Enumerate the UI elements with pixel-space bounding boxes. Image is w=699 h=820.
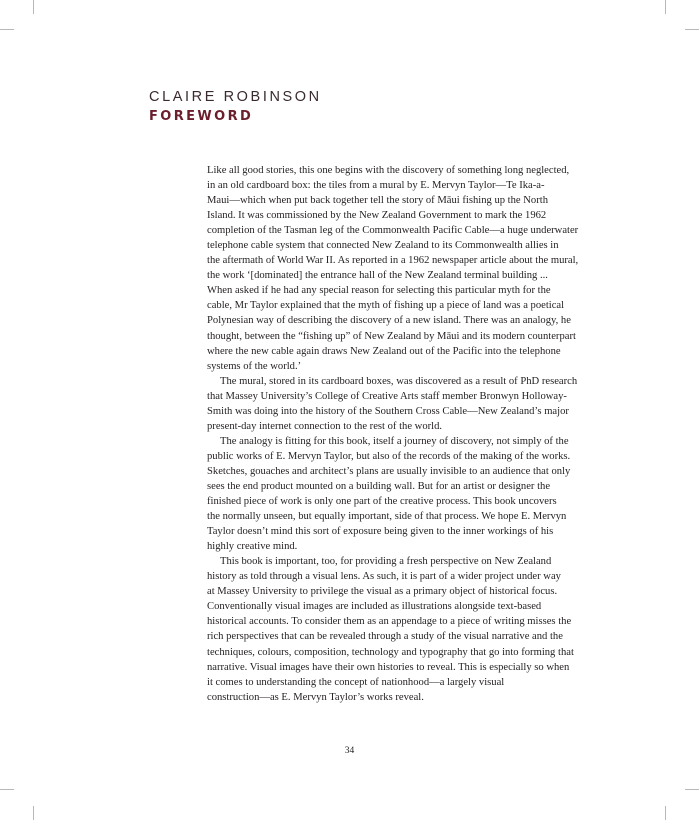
crop-mark-bottom-right (665, 806, 666, 820)
crop-mark-bottom-right-h (685, 789, 699, 790)
body-line: at Massey University to privilege the visual as a primary object of historical focus. (207, 586, 558, 598)
body-line: This book is important, too, for providing a fresh perspective on New Zealand (220, 556, 552, 568)
body-line: historical accounts. To consider them as an appendage to a piece of writing misses the (207, 616, 572, 628)
body-line: in an old cardboard box: the tiles from a mural by E. Mervyn Taylor—Te Ika-a- (207, 180, 545, 192)
body-line: the aftermath of World War II. As reported in a 1962 newspaper article about the mural, (207, 255, 579, 267)
body-line: sees the end product mounted on a building wall. But for an artist or designer the (207, 480, 551, 492)
body-line: Island. It was commissioned by the New Zealand Government to mark the 1962 (207, 210, 547, 222)
crop-mark-top-left-h (0, 29, 14, 30)
body-line: where the new cable again draws New Zealand out of the Pacific into the telephone (207, 345, 561, 357)
body-line: systems of the world.’ (207, 360, 302, 372)
body-line: highly creative mind. (207, 541, 298, 553)
body-line: Taylor doesn’t mind this sort of exposure being given to the inner workings of his (207, 526, 554, 538)
body-line: Maui—which when put back together tell the story of Māui fishing up the North (207, 195, 548, 207)
section-title: FOREWORD (149, 109, 254, 124)
body-line: it comes to understanding the concept of nationhood—a largely visual (207, 676, 505, 688)
foreword-body (207, 163, 607, 705)
body-line: cable, Mr Taylor explained that the myth of fishing up a piece of land was a poetical (207, 300, 565, 312)
body-line: Polynesian way of describing the discovery of a new island. There was an analogy, he (207, 315, 571, 327)
body-line: Like all good stories, this one begins with the discovery of something long neglected, (207, 165, 570, 176)
body-line: present-day internet connection to the rest of the world. (207, 420, 443, 432)
crop-mark-top-left (33, 0, 34, 14)
body-line: thought, between the “fishing up” of New Zealand by Māui and its modern counterpart (207, 330, 576, 342)
crop-mark-bottom-left (33, 806, 34, 820)
body-line: that Massey University’s College of Creative Arts staff member Bronwyn Holloway- (207, 390, 567, 402)
body-line: Smith was doing into the history of the Southern Cross Cable—New Zealand’s major (207, 405, 569, 417)
body-line: public works of E. Mervyn Taylor, but also of the records of the making of the works. (207, 450, 571, 462)
body-line: Sketches, gouaches and architect’s plans are usually invisible to an audience that only (207, 465, 571, 477)
body-line: Conventionally visual images are included as illustrations alongside text-based (207, 601, 542, 613)
body-line: history as told through a visual lens. As such, it is part of a wider project under way (207, 571, 561, 583)
body-line: narrative. Visual images have their own histories to reveal. This is especially so when (207, 661, 570, 673)
body-line: finished piece of work is only one part of the creative process. This book uncovers (207, 496, 557, 508)
body-line: the normally unseen, but equally important, side of that process. We hope E. Mervyn (207, 511, 567, 523)
author-name: CLAIRE ROBINSON (149, 89, 322, 105)
body-line: completion of the Tasman leg of the Commonwealth Pacific Cable—a huge underwater (207, 225, 579, 237)
body-line: techniques, colours, composition, technology and typography that go into forming that (207, 646, 574, 658)
body-line: rich perspectives that can be revealed through a study of the visual narrative and the (207, 631, 563, 643)
crop-mark-top-right (665, 0, 666, 14)
body-line: When asked if he had any special reason for selecting this particular myth for the (207, 285, 551, 297)
body-line: the work ‘[dominated] the entrance hall of the New Zealand terminal building ... (207, 270, 548, 282)
body-line: construction—as E. Mervyn Taylor’s works reveal. (207, 691, 424, 703)
crop-mark-top-right-h (685, 29, 699, 30)
chapter-header (149, 89, 322, 126)
body-line: The mural, stored in its cardboard boxes, was discovered as a result of PhD research (220, 375, 578, 387)
crop-mark-bottom-left-h (0, 789, 14, 790)
page-number: 34 (344, 746, 355, 756)
body-line: The analogy is fitting for this book, itself a journey of discovery, not simply of the (220, 435, 569, 447)
body-line: telephone cable system that connected New Zealand to its Commonwealth allies in (207, 240, 559, 252)
